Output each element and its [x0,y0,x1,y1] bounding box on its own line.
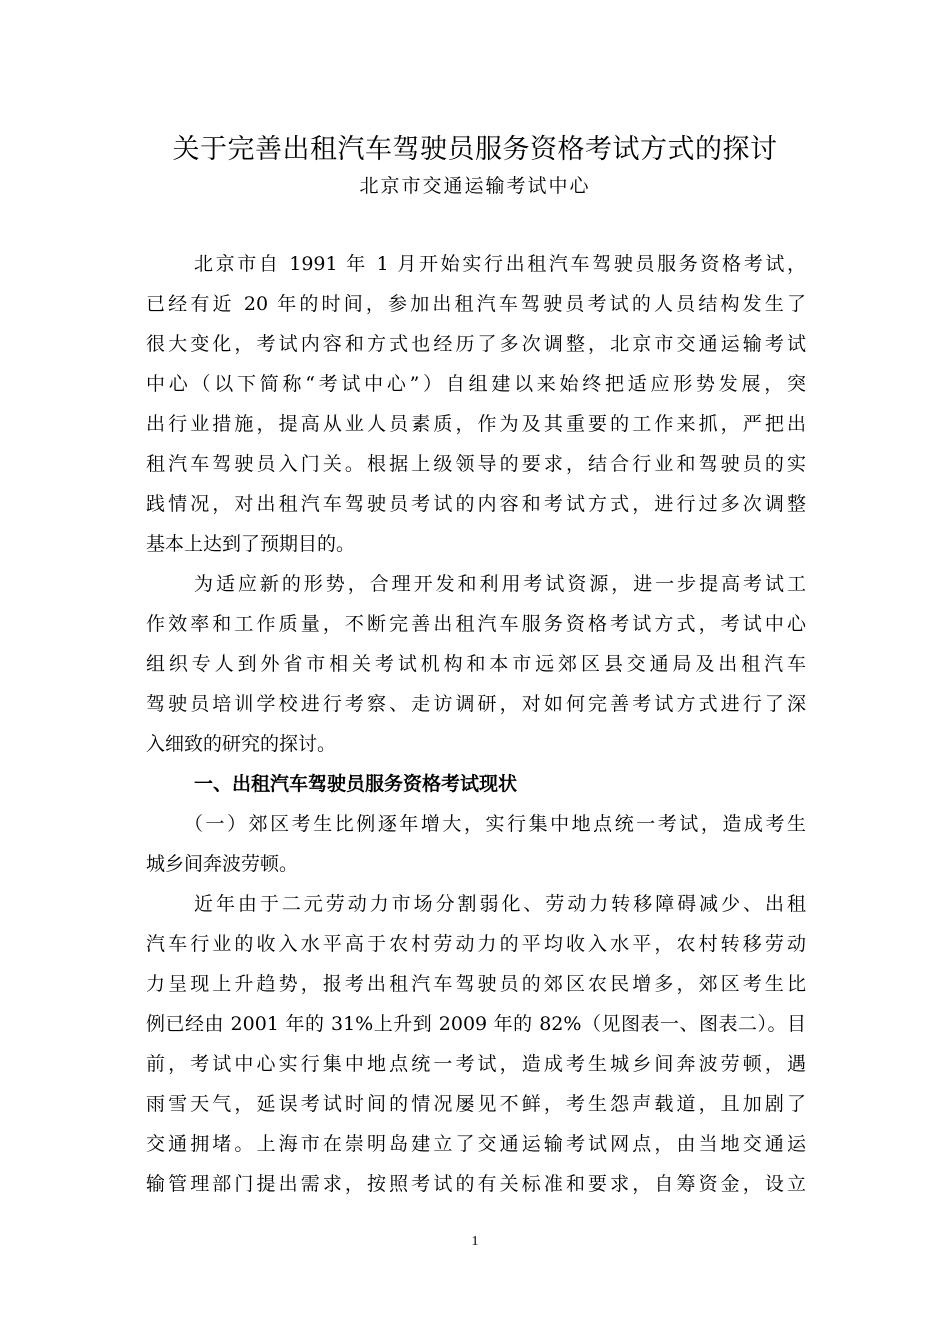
text-line: 前，考试中心实行集中地点统一考试，造成考生城乡间奔波劳顿，遇 [146,1053,806,1075]
text-line: 基本上达到了预期目的。 [146,533,356,555]
text-line: 交通拥堵。上海市在崇明岛建立了交通运输考试网点，由当地交通运 [146,1133,806,1155]
text-line: 汽车行业的收入水平高于农村劳动力的平均收入水平，农村转移劳动 [146,933,806,955]
text-line: 力呈现上升趋势，报考出租汽车驾驶员的郊区农民增多，郊区考生比 [146,973,806,995]
text-line: 雨雪天气，延误考试时间的情况屡见不鲜，考生怨声载道，且加剧了 [146,1093,806,1115]
page-number: 1 [471,1234,479,1249]
text-line: 输管理部门提出需求，按照考试的有关标准和要求，自筹资金，设立 [146,1173,806,1195]
text-line: 入细致的研究的探讨。 [146,733,337,755]
text-line: 出行业措施，提高从业人员素质，作为及其重要的工作来抓，严把出 [146,413,806,435]
text-line: 城乡间奔波劳顿。 [146,853,299,875]
text-line: 践情况，对出租汽车驾驶员考试的内容和考试方式，进行过多次调整 [146,493,806,515]
section-heading: 一、出租汽车驾驶员服务资格考试现状 [194,773,518,795]
text-line: （一）郊区考生比例逐年增大，实行集中地点统一考试，造成考生 [184,813,806,835]
text-line: 为适应新的形势，合理开发和利用考试资源，进一步提高考试工 [194,573,806,595]
text-line: 中心（以下简称“考试中心”）自组建以来始终把适应形势发展，突 [146,373,806,395]
text-line: 租汽车驾驶员入门关。根据上级领导的要求，结合行业和驾驶员的实 [146,453,806,475]
document-title: 关于完善出租汽车驾驶员服务资格考试方式的探讨 [172,134,778,165]
text-line: 驾驶员培训学校进行考察、走访调研，对如何完善考试方式进行了深 [146,693,806,715]
text-line: 例已经由 2001 年的 31%上升到 2009 年的 82%（见图表一、图表二）。目 [146,1013,806,1035]
text-line: 组织专人到外省市相关考试机构和本市远郊区县交通局及出租汽车 [146,653,806,675]
text-line: 已经有近 20 年的时间，参加出租汽车驾驶员考试的人员结构发生了 [146,293,806,315]
text-line: 北京市自 1991 年 1 月开始实行出租汽车驾驶员服务资格考试， [194,253,806,275]
text-line: 作效率和工作质量，不断完善出租汽车服务资格考试方式，考试中心 [146,613,806,635]
document-subtitle: 北京市交通运输考试中心 [359,175,591,197]
text-line: 近年由于二元劳动力市场分割弱化、劳动力转移障碍减少、出租 [194,893,806,915]
text-line: 很大变化，考试内容和方式也经历了多次调整，北京市交通运输考试 [146,333,806,355]
